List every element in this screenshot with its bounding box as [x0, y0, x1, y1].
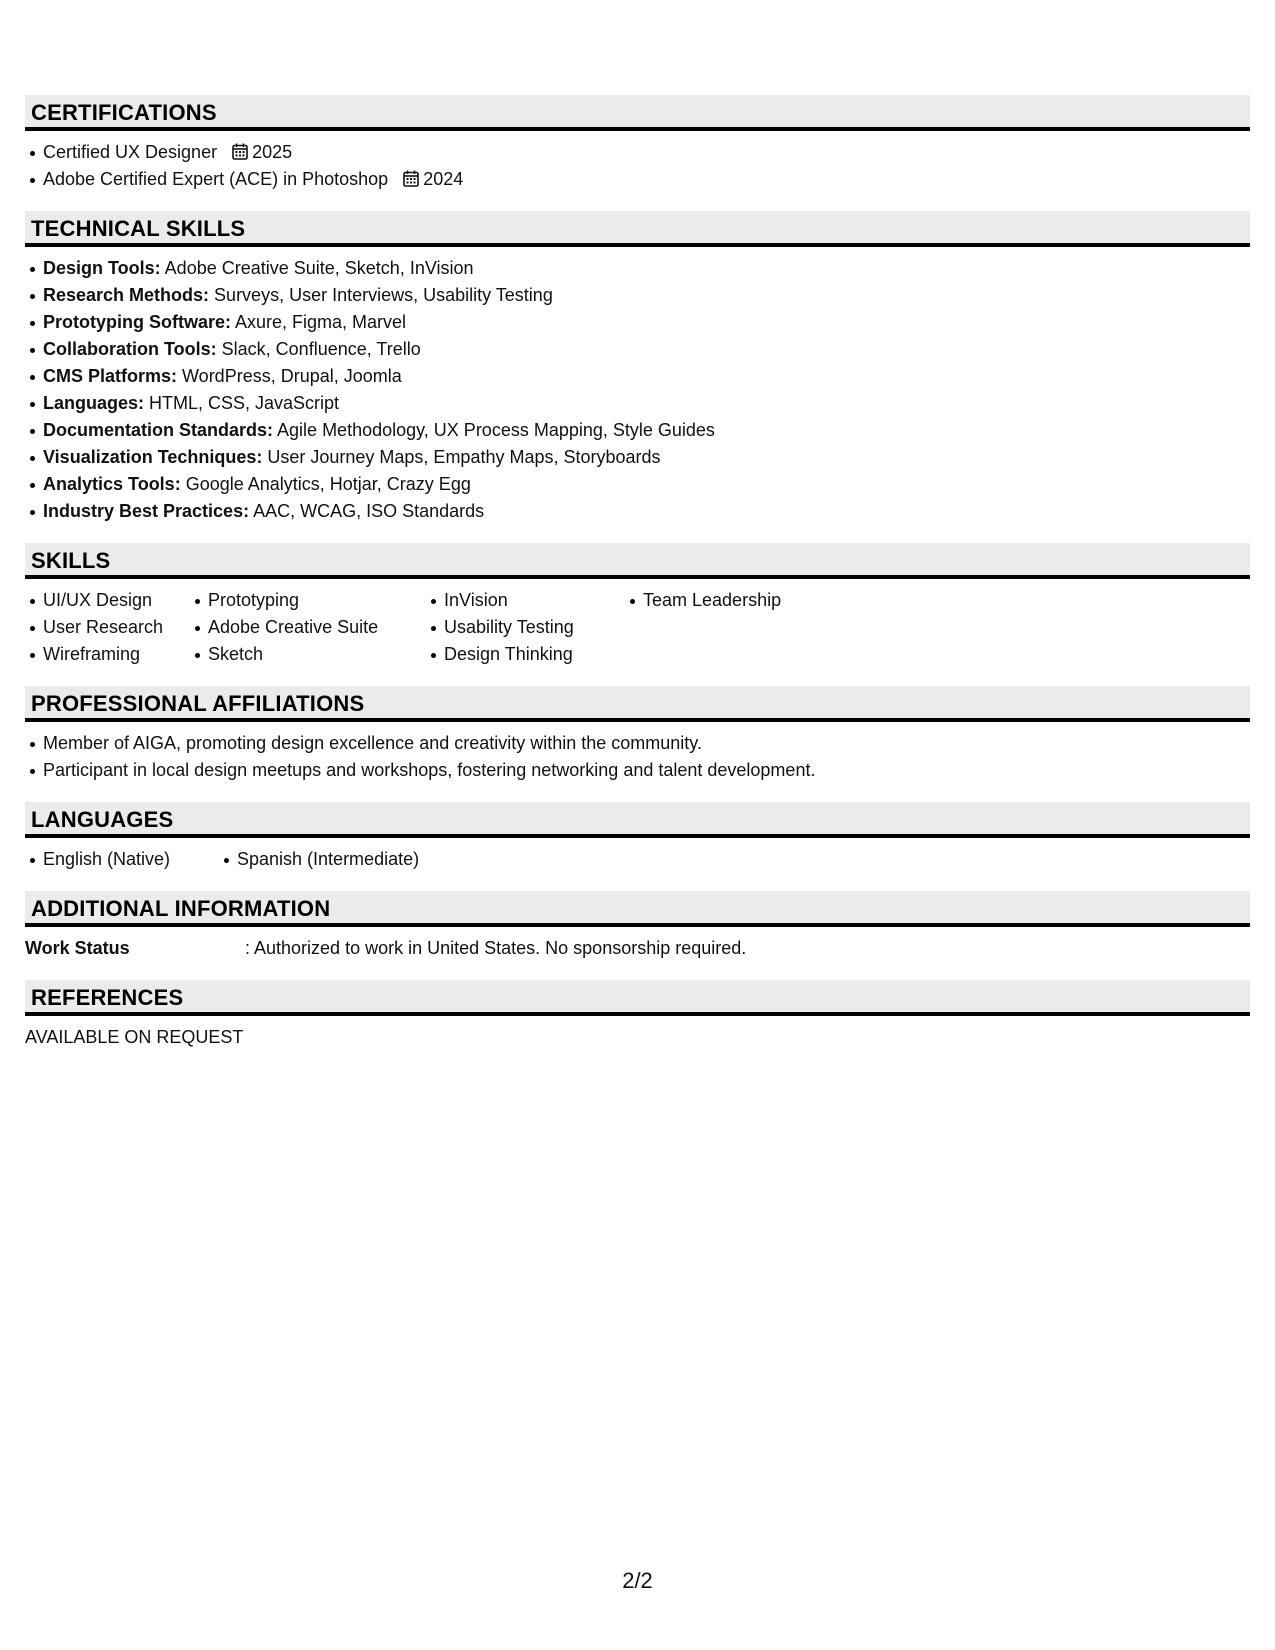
skill-category: Languages: [43, 393, 145, 413]
references-section [25, 980, 1250, 1051]
affiliations-section [25, 686, 1250, 784]
skill-values: Adobe Creative Suite, Sketch, InVision [160, 258, 474, 278]
section-heading: CERTIFICATIONS [25, 95, 1250, 131]
calendar-icon [403, 170, 419, 187]
skill-category: Industry Best Practices: [43, 501, 250, 521]
skill-category: Prototyping Software: [43, 312, 231, 332]
list-item [43, 255, 1250, 282]
certifications-list [25, 139, 1250, 193]
skill-values: Axure, Figma, Marvel [231, 312, 407, 332]
list-item: Prototyping [208, 587, 426, 614]
list-item: InVision [444, 587, 625, 614]
list-item: User Research [43, 614, 190, 641]
certification-year: 2024 [423, 169, 464, 189]
work-status-row [25, 935, 1250, 962]
skills-column [25, 587, 190, 668]
technical-skills-section [25, 211, 1250, 525]
additional-info-section [25, 891, 1250, 962]
skill-category: Research Methods: [43, 285, 210, 305]
languages-row [25, 846, 1250, 873]
affiliations-list [25, 730, 1250, 784]
references-text: AVAILABLE ON REQUEST [25, 1027, 244, 1047]
technical-skills-list [25, 255, 1250, 525]
list-item [43, 444, 1250, 471]
list-item: Adobe Creative Suite [208, 614, 426, 641]
list-item: Team Leadership [643, 587, 843, 614]
languages-section [25, 802, 1250, 873]
certification-name: Adobe Certified Expert (ACE) in Photoshop [43, 169, 389, 189]
list-item: Member of AIGA, promoting design excellence and creativity within the community. [43, 730, 1250, 757]
skills-column [426, 587, 625, 668]
skill-values: Agile Methodology, UX Process Mapping, Style Guides [273, 420, 715, 440]
list-item: Participant in local design meetups and workshops, fostering networking and talent development. [43, 757, 1250, 784]
list-item [43, 166, 1250, 193]
resume-page [25, 95, 1250, 1069]
skills-section [25, 543, 1250, 668]
section-heading: SKILLS [25, 543, 1250, 579]
calendar-icon [232, 143, 248, 160]
languages-column [25, 846, 219, 873]
languages-column [219, 846, 419, 873]
work-status-value: : Authorized to work in United States. No sponsorship required. [245, 938, 747, 958]
section-heading: TECHNICAL SKILLS [25, 211, 1250, 247]
list-item [43, 390, 1250, 417]
section-heading: REFERENCES [25, 980, 1250, 1016]
list-item [43, 363, 1250, 390]
section-heading: LANGUAGES [25, 802, 1250, 838]
skill-values: Slack, Confluence, Trello [216, 339, 421, 359]
skill-values: User Journey Maps, Empathy Maps, Storyboards [262, 447, 661, 467]
skill-category: Design Tools: [43, 258, 161, 278]
section-heading: PROFESSIONAL AFFILIATIONS [25, 686, 1250, 722]
skill-values: WordPress, Drupal, Joomla [177, 366, 402, 386]
list-item [43, 309, 1250, 336]
list-item [43, 336, 1250, 363]
skills-column [625, 587, 843, 668]
list-item [43, 471, 1250, 498]
skill-values: HTML, CSS, JavaScript [144, 393, 340, 413]
skills-column [190, 587, 426, 668]
page-number: 2/2 [622, 1568, 653, 1593]
skill-values: AAC, WCAG, ISO Standards [249, 501, 485, 521]
work-status-label: Work Status [25, 938, 130, 958]
list-item: Wireframing [43, 641, 190, 668]
list-item: Usability Testing [444, 614, 625, 641]
list-item: English (Native) [43, 846, 219, 873]
skill-category: Visualization Techniques: [43, 447, 263, 467]
list-item: Design Thinking [444, 641, 625, 668]
skills-columns [25, 587, 1250, 668]
list-item: UI/UX Design [43, 587, 190, 614]
skill-category: Analytics Tools: [43, 474, 181, 494]
certification-name: Certified UX Designer [43, 142, 218, 162]
certifications-section [25, 95, 1250, 193]
skill-category: Collaboration Tools: [43, 339, 217, 359]
list-item [43, 498, 1250, 525]
list-item [43, 417, 1250, 444]
list-item [43, 282, 1250, 309]
skill-values: Surveys, User Interviews, Usability Testing [209, 285, 553, 305]
list-item [43, 139, 1250, 166]
skill-category: Documentation Standards: [43, 420, 274, 440]
skill-category: CMS Platforms: [43, 366, 178, 386]
section-heading: ADDITIONAL INFORMATION [25, 891, 1250, 927]
skill-values: Google Analytics, Hotjar, Crazy Egg [180, 474, 471, 494]
certification-year: 2025 [252, 142, 293, 162]
list-item: Sketch [208, 641, 426, 668]
list-item: Spanish (Intermediate) [237, 846, 419, 873]
